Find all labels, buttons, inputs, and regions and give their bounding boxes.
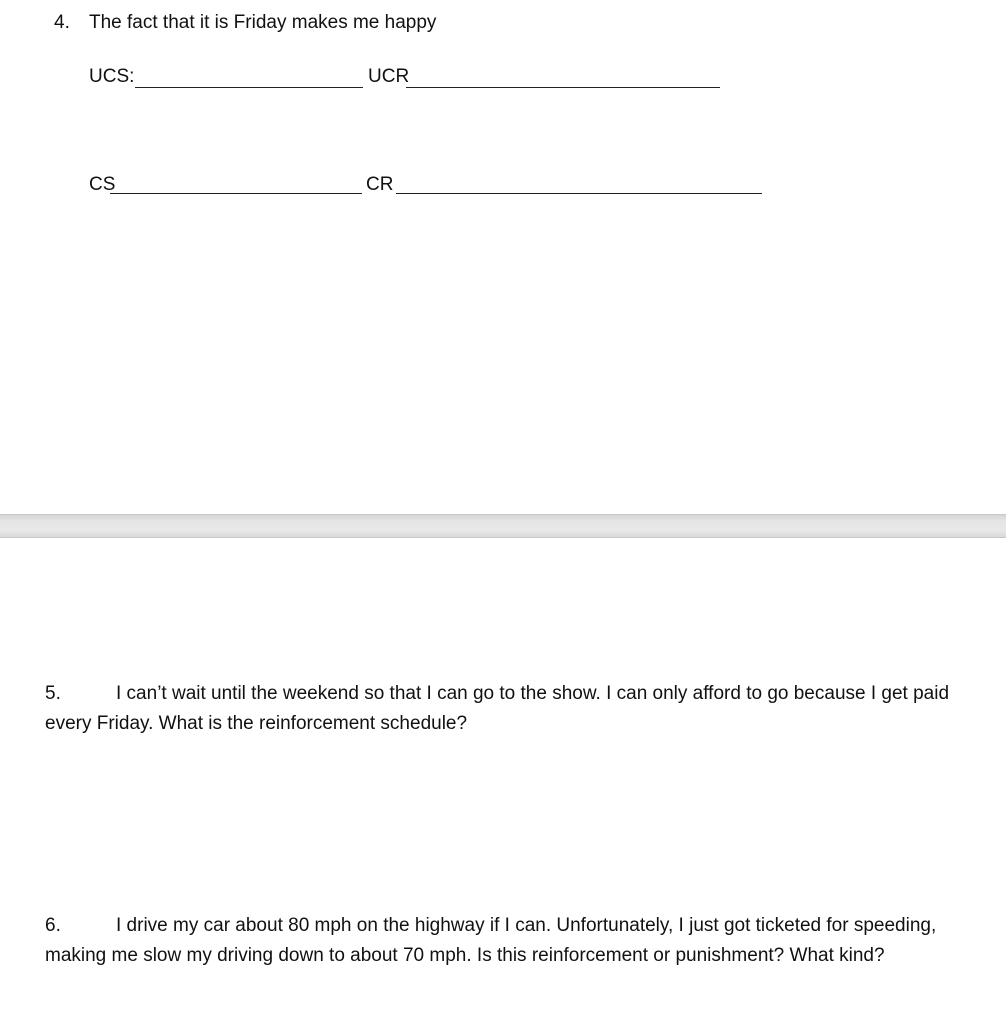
cs-blank-line[interactable]: [110, 193, 362, 194]
question-6-text: I drive my car about 80 mph on the highway if I can. Unfortunately, I just got ticketed for speeding, making me slow my driving down to about 70 mph. Is this reinforcement or punishment? What kind?: [45, 915, 937, 966]
question-5-number: 5.: [45, 683, 61, 704]
question-4-number: 4.: [54, 12, 70, 33]
ucr-blank-line[interactable]: [406, 87, 720, 88]
question-6-number: 6.: [45, 915, 61, 936]
ucs-blank-line[interactable]: [135, 87, 363, 88]
cr-blank-line[interactable]: [396, 193, 762, 194]
question-5-text: I can’t wait until the weekend so that I can go to the show. I can only afford to go because I get paid every Friday. What is the reinforcement schedule?: [45, 683, 950, 734]
document-page-2: [0, 538, 1006, 1024]
ucs-label: UCS:: [89, 66, 135, 87]
question-6: [45, 911, 975, 971]
cr-label: CR: [366, 174, 394, 195]
cs-label: CS: [89, 174, 116, 195]
page-separator: [0, 514, 1006, 538]
question-5: [45, 679, 975, 739]
question-4-text: The fact that it is Friday makes me happy: [89, 12, 437, 33]
ucr-label: UCR: [368, 66, 410, 87]
